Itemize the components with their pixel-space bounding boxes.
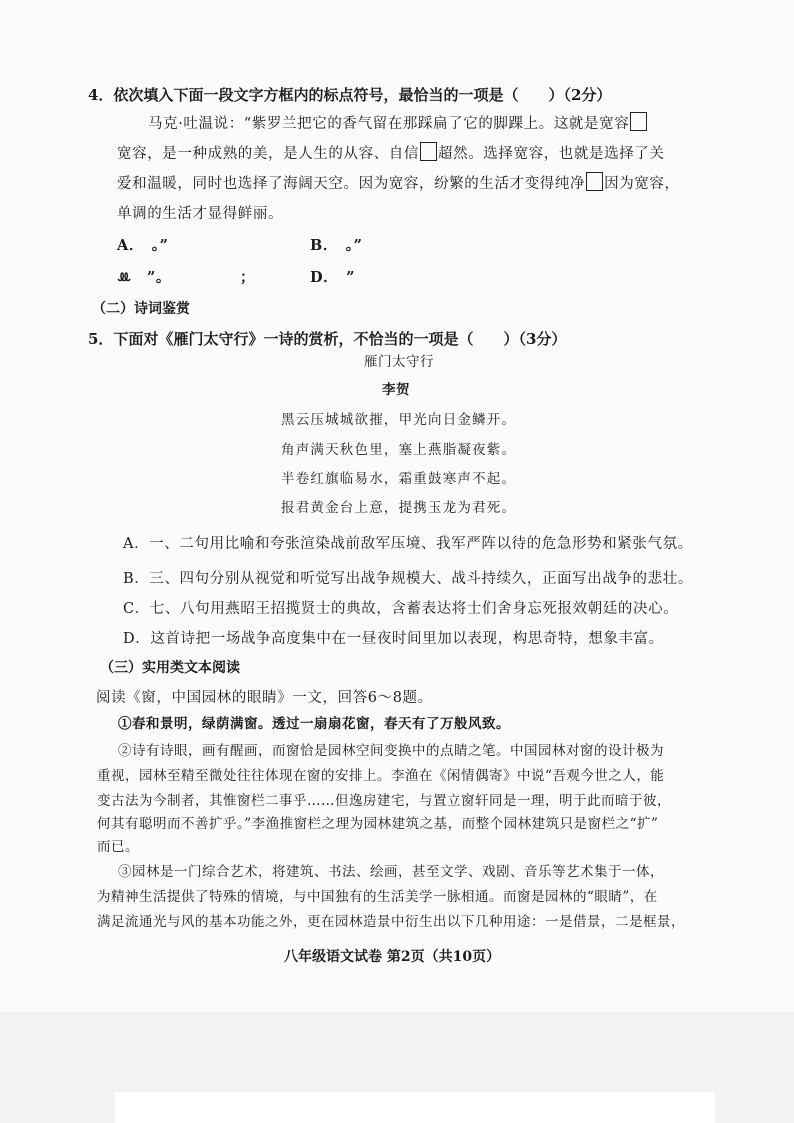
q4-passage-line-1 — [148, 112, 648, 133]
poem-line-3: 半卷红旗临易水，霜重鼓寒声不起。 — [281, 471, 517, 487]
poem-line-2: 角声满天秋色里，塞上燕脂凝夜紫。 — [281, 442, 517, 458]
section-2-title: （二）诗词鉴赏 — [92, 301, 190, 317]
question-5-stem: 5．下面对《雁门太守行》一诗的赏析，不恰当的一项是（ ）（3分） — [88, 330, 567, 348]
reading-intro: 阅读《窗，中国园林的眼睛》一文，回答6～8题。 — [96, 690, 433, 706]
q4-passage-line-3 — [117, 172, 680, 193]
paragraph-2-line-5: 而已。 — [97, 839, 139, 855]
q4-passage-text-3b: 因为宽容， — [604, 176, 680, 192]
paragraph-3-line-3: 满足流通光与风的基本功能之外，更在园林造景中衍生出以下几种用途：一是借景，二是框景， — [97, 914, 685, 930]
q4-passage-line-2 — [117, 142, 665, 163]
paragraph-2-line-4: 何其有聪明而不善扩乎。”李渔推窗栏之理为园林建筑之基，而整个园林建筑只是窗栏之“扩” — [97, 816, 659, 832]
q4-option-c: ꔛ ”。 — [117, 269, 171, 286]
paragraph-3-line-2: 为精神生活提供了特殊的情境，与中国独有的生活美学一脉相通。而窗是园林的“眼睛”，在 — [97, 889, 658, 905]
scan-background — [0, 1012, 794, 1123]
poem-line-1: 黑云压城城欲摧，甲光向日金鳞开。 — [281, 412, 517, 428]
answer-box-2 — [420, 142, 437, 161]
question-4-stem: 4．依次填入下面一段文字方框内的标点符号，最恰当的一项是（ ）（2分） — [88, 86, 612, 104]
paragraph-2-line-3: 变古法为今制者，其惟窗栏二事乎……但逸房建宅，与置立窗轩同是一理，明于此而暗于彼， — [97, 793, 671, 809]
poem-title: 雁门太守行 — [364, 354, 434, 370]
answer-box-3 — [586, 172, 603, 191]
next-page-edge — [115, 1092, 715, 1123]
q4-option-c-mark: ； — [240, 269, 256, 286]
answer-box-1 — [630, 112, 647, 131]
q5-option-a: A．一、二句用比喻和夸张渲染战前敌军压境、我军严阵以待的危急形势和紧张气氛。 — [123, 536, 693, 552]
paragraph-3-line-1: ③园林是一门综合艺术，将建筑、书法、绘画，甚至文学、戏剧、音乐等艺术集于一体， — [118, 864, 664, 880]
paragraph-1: ①春和景明，绿荫满窗。透过一扇扇花窗，春天有了万般风致。 — [118, 716, 510, 732]
q4-passage-text-1: 马克·吐温说：“紫罗兰把它的香气留在那踩扁了它的脚踝上。这就是宽容 — [148, 116, 630, 132]
page-footer: 八年级语文试卷 第2页（共10页） — [284, 949, 501, 965]
section-3-title: （三）实用类文本阅读 — [100, 660, 240, 676]
q5-option-d: D．这首诗把一场战争高度集中在一昼夜时间里加以表现，构思奇特，想象丰富。 — [123, 631, 664, 647]
poem-line-4: 报君黄金台上意，提携玉龙为君死。 — [281, 500, 517, 516]
paragraph-2-line-1: ②诗有诗眼，画有醒画，而窗恰是园林空间变换中的点睛之笔。中国园林对窗的设计极为 — [118, 743, 664, 759]
paragraph-2-line-2: 重视，园林至精至微处往往体现在窗的安排上。李渔在《闲情偶寄》中说“吾观今世之人，能 — [97, 768, 665, 784]
q4-option-d: D． ” — [310, 269, 356, 286]
q4-passage-text-3a: 爱和温暖，同时也选择了海阔天空。因为宽容，纷繁的生活才变得纯净 — [117, 176, 586, 192]
q5-option-c: C．七、八句用燕昭王招揽贤士的典故，含蓄表达将士们舍身忘死报效朝廷的决心。 — [123, 601, 679, 617]
q4-passage-text-2b: 超然。选择宽容，也就是选择了关 — [438, 146, 665, 162]
q4-passage-line-4: 单调的生活才显得鲜丽。 — [117, 206, 284, 222]
poem-author: 李贺 — [382, 382, 410, 398]
q4-option-a: A． 。” — [117, 237, 169, 254]
q5-option-b: B．三、四句分别从视觉和听觉写出战争规模大、战斗持续久，正面写出战争的悲壮。 — [123, 571, 693, 587]
q4-option-b: B． 。” — [310, 237, 363, 254]
q4-passage-text-2a: 宽容，是一种成熟的美，是人生的从容、自信 — [117, 146, 419, 162]
